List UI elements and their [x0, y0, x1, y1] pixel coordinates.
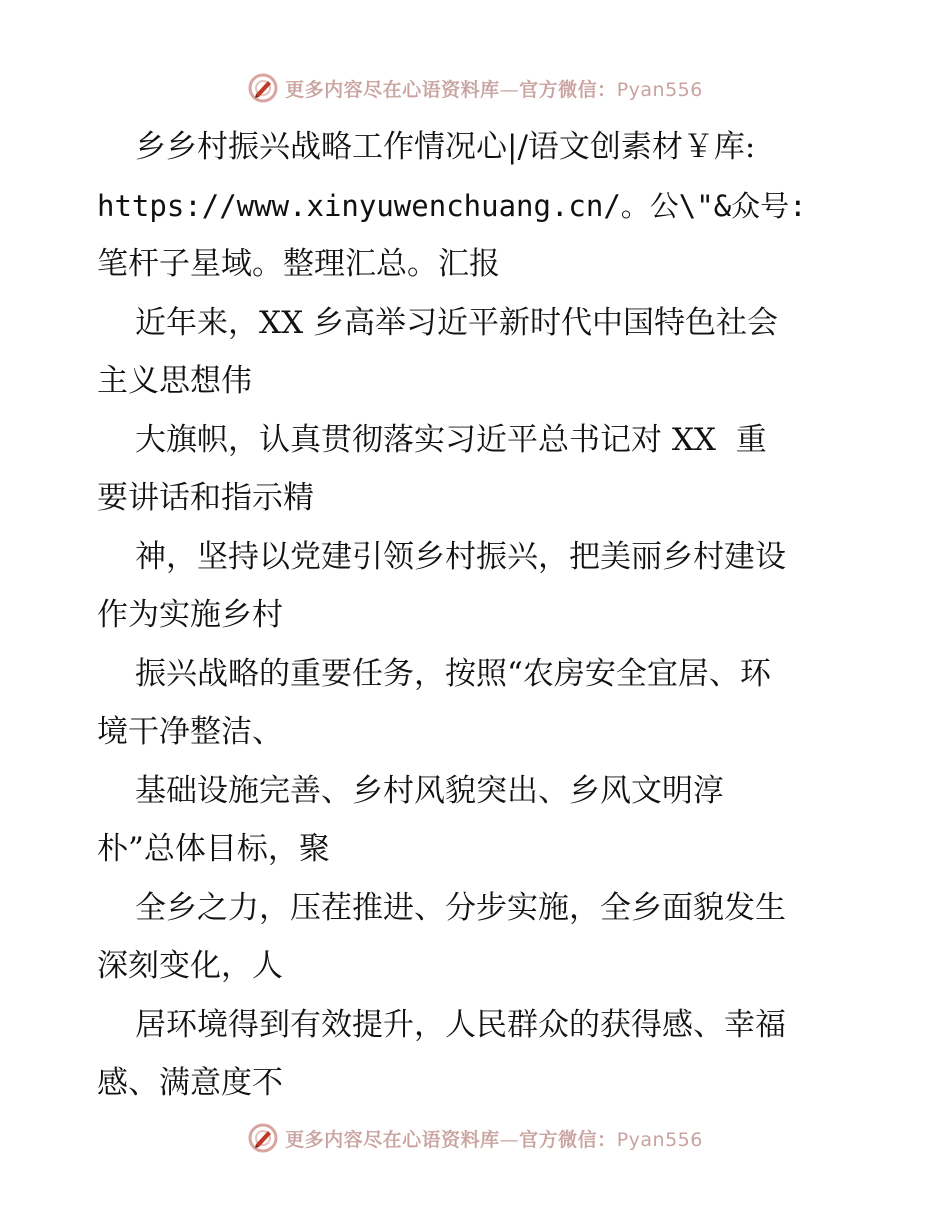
body-line: 感、满意度不: [97, 1065, 283, 1101]
body-line: 近年来，XX 乡高举习近平新时代中国特色社会: [135, 304, 778, 341]
body-line: 全乡之力，压茬推进、分步实施，全乡面貌发生: [135, 889, 786, 926]
body-line: 笔杆子星域。整理汇总。汇报: [97, 246, 500, 282]
header-account: Pyan556: [616, 78, 703, 101]
footer-dash: —: [499, 1128, 520, 1151]
body-line: https://www.xinyuwenchuang.cn/。公\"&众号:: [97, 188, 807, 223]
body-line: 大旗帜，认真贯彻落实习近平总书记对 XX 重: [135, 421, 767, 458]
header-dash: —: [499, 78, 520, 101]
header-official: 官方微信：: [519, 78, 617, 101]
body-line: 神，坚持以党建引领乡村振兴，把美丽乡村建设: [135, 538, 786, 575]
body-line: 振兴战略的重要任务，按照“农房安全宜居、环: [135, 655, 771, 692]
footer-banner: [247, 1122, 703, 1154]
body-line: 境干净整洁、: [97, 714, 283, 750]
body-line: 主义思想伟: [97, 363, 252, 399]
footer-official: 官方微信：: [519, 1128, 617, 1151]
document-body: [97, 118, 857, 1113]
body-line: 要讲话和指示精: [97, 480, 314, 516]
footer-brand: 更多内容尽在心语资料库: [285, 1128, 500, 1151]
header-text: [285, 75, 703, 102]
footer-account: Pyan556: [616, 1128, 703, 1151]
body-line: 朴”总体目标，聚: [97, 831, 330, 867]
brand-logo-icon: [247, 72, 279, 104]
body-line: 基础设施完善、乡村风貌突出、乡风文明淳: [135, 772, 724, 809]
header-brand: 更多内容尽在心语资料库: [285, 78, 500, 101]
body-line: 深刻变化，人: [97, 948, 283, 984]
page-header: [0, 72, 950, 104]
header-banner: [247, 72, 703, 104]
footer-text: [285, 1125, 703, 1152]
body-line: 作为实施乡村: [97, 597, 283, 633]
page-footer: [0, 1122, 950, 1154]
body-line: 乡乡村振兴战略工作情况心|/语文创素材￥库:: [135, 129, 756, 165]
brand-logo-icon: [247, 1122, 279, 1154]
body-line: 居环境得到有效提升，人民群众的获得感、幸福: [135, 1006, 786, 1043]
